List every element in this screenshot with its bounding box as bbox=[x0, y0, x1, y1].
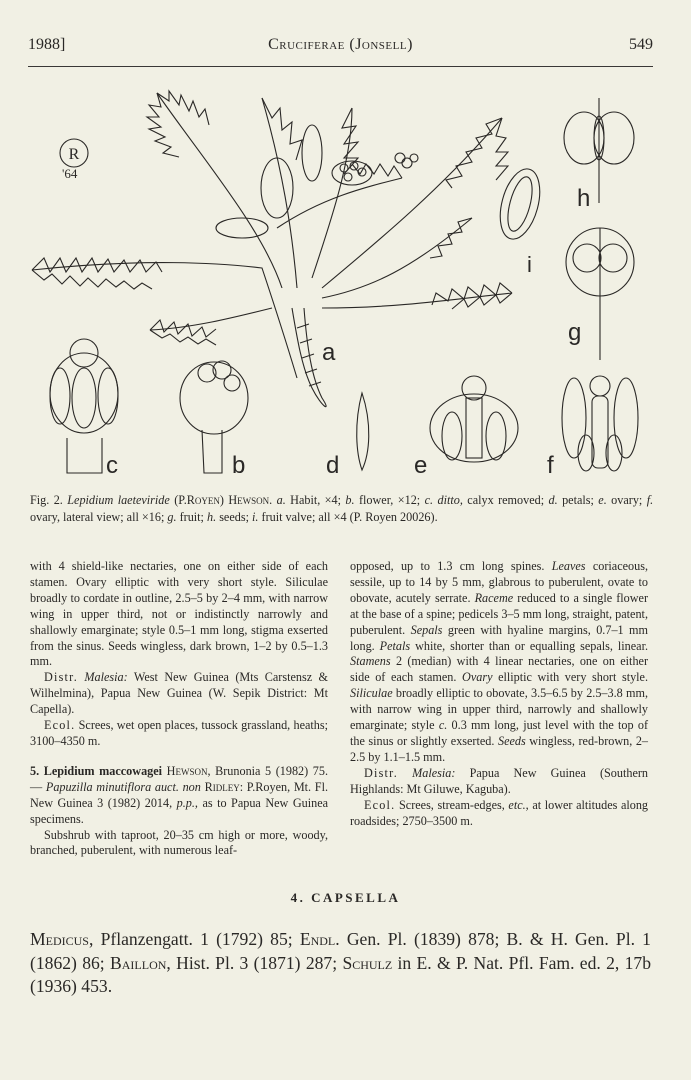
species5-citation: Brunonia 5 (1982) 75. — bbox=[30, 763, 329, 794]
habit-drawing bbox=[32, 91, 512, 407]
raceme-label: Raceme bbox=[474, 590, 514, 605]
caption-authority: (P.Royen) Hewson. bbox=[174, 493, 273, 507]
sepals-text: green with hyaline margins, 0.7–1 mm long. bbox=[350, 622, 649, 653]
caption-part-d: petals; bbox=[562, 493, 594, 507]
synonym-pp: p.p., bbox=[176, 795, 198, 810]
distr-text: West New Guinea (Mts Carstensz & Wilhelmina), Papua New Guinea (W. Sepik District: Mt Capella). bbox=[30, 670, 329, 717]
left-column bbox=[30, 559, 328, 859]
ecol-text: Screes, wet open places, tussock grassland, heaths; 3100–4350 m. bbox=[30, 718, 328, 748]
ref-author-3: Baillon, bbox=[110, 952, 171, 973]
siliculae-text: broadly elliptic to obovate, 3.5–6.5 by 2.5–3.8 mm, with narrow wing in upper third, narrowly and shallowly emarginate; style bbox=[350, 686, 649, 733]
ovary-drawing-e bbox=[430, 376, 518, 462]
label-g: g bbox=[568, 319, 582, 346]
petals-label: Petals bbox=[379, 638, 411, 653]
caption-fig-number: Fig. 2. bbox=[30, 493, 63, 507]
species5-number: 5. bbox=[30, 763, 40, 778]
species4-description: with 4 shield-like nectaries, one on either side of each stamen. Ovary elliptic with very short style. Siliculae broadly to cordate in outline, 2.5–5 by 2–4 mm, with narrow wing in upper third, not or indistinctly narrowly and shallowly emarginate; style 0.5–1 mm long, stigma exserted from the sinus. Seeds wingless, dark brown, 1–2 by 0.5–1.3 mm. bbox=[30, 559, 328, 669]
ref-text-1: Pflanzengatt. 1 (1792) 85; bbox=[100, 929, 293, 949]
species5-distribution bbox=[350, 766, 648, 798]
monogram-year: '64 bbox=[62, 166, 78, 181]
species4-ecology bbox=[30, 718, 328, 750]
monogram-letter: R bbox=[68, 146, 80, 163]
ovary-label: Ovary bbox=[462, 670, 493, 685]
raceme-text: reduced to a single flower at the base of a spine; pedicels 3–5 mm long, straight, patent, puberulent. bbox=[350, 590, 649, 637]
ref-author-1: Medicus, bbox=[30, 929, 94, 949]
label-c: c bbox=[106, 452, 118, 479]
artist-monogram bbox=[60, 139, 88, 181]
distr-label: Distr. bbox=[44, 670, 78, 685]
genus-references bbox=[30, 928, 651, 999]
running-header bbox=[28, 36, 653, 60]
label-b: b bbox=[232, 452, 246, 479]
caption-ditto: ditto, bbox=[437, 493, 463, 507]
stamens-text: 2 (median) with 4 linear nectaries, one on either side of each stamen. bbox=[350, 654, 649, 685]
ecol-text: Screes, stream-edges, bbox=[399, 797, 505, 812]
ovary-lateral-drawing-f bbox=[562, 376, 638, 471]
ref-author-4: Schulz bbox=[342, 952, 393, 973]
leaves-text: coriaceous, sessile, up to 14 by 5 mm, glabrous to puberulent, ovate to obovate, acutely serrate. bbox=[350, 559, 648, 605]
ecol-etc: etc., bbox=[508, 797, 529, 812]
sepals-label: Sepals bbox=[410, 622, 443, 637]
synonym-tail: as to Papua New Guinea specimens. bbox=[30, 795, 329, 826]
label-e: e bbox=[414, 452, 428, 479]
seeds-label: Seeds bbox=[497, 733, 526, 748]
label-i: i bbox=[527, 252, 532, 277]
caption-part-i: fruit valve; all ×4 (P. Royen 20026). bbox=[261, 510, 438, 524]
ecol-label: Ecol. bbox=[364, 797, 396, 812]
page-number: 549 bbox=[629, 36, 653, 53]
plate-drawing bbox=[22, 78, 652, 490]
figure-caption: Fig. 2. Lepidium laeteviride (P.Royen) Hewson. a. Habit, ×4; b. flower, ×12; c. ditto, calyx removed; d. petals; e. ovary; f. ovary, lateral view; all ×16; g. fruit; h. seeds; i. fruit valve; all ×4 (P. Royen 20026). bbox=[30, 493, 654, 524]
ref-text-3: Hist. Pl. 3 (1871) 287; bbox=[176, 952, 338, 973]
stamens-label: Stamens bbox=[350, 654, 391, 669]
header-title: Cruciferae (Jonsell) bbox=[268, 36, 413, 53]
ecol-tail: at lower altitudes along roadsides; 2750–3500 m. bbox=[350, 797, 649, 828]
leaves-label: Leaves bbox=[551, 559, 586, 573]
caption-part-f: ovary, lateral view; all ×16; bbox=[30, 510, 165, 524]
ovary-text: elliptic with very short style. bbox=[498, 670, 649, 685]
caption-part-c: calyx removed; bbox=[467, 493, 545, 507]
ref-text-4: in E. & P. Nat. Pfl. Fam. ed. 2, 17b (1936) 453. bbox=[30, 952, 652, 996]
caption-part-b: flower, ×12; bbox=[358, 493, 421, 507]
spines-text: opposed, up to 1.3 cm long spines. bbox=[350, 559, 545, 573]
species5-description bbox=[350, 559, 648, 766]
synonym-author: Ridley: bbox=[204, 779, 244, 794]
distr-text: Papua New Guinea (Southern Highlands: Mt Giluwe, Kaguba). bbox=[350, 765, 649, 796]
botanical-illustration bbox=[22, 78, 652, 490]
petal-drawing-d bbox=[357, 393, 369, 470]
synonym-citation: P.Royen, Mt. Fl. New Guinea 3 (1982) 2014, bbox=[30, 779, 329, 810]
species5-habit: Subshrub with taproot, 20–35 cm high or more, woody, branched, puberulent, with numerous leaf- bbox=[30, 827, 328, 858]
synonym-name: Papuzilla minutiflora auct. non bbox=[45, 779, 201, 794]
style-text: 0.3 mm long, just level with the top of the sinus or slightly exserted. bbox=[350, 718, 649, 748]
header-year: 1988] bbox=[28, 36, 66, 53]
caption-part-h: seeds; bbox=[219, 510, 249, 524]
species5-name: Lepidium maccowagei bbox=[43, 763, 163, 778]
species5-heading bbox=[30, 764, 328, 828]
species4-distribution bbox=[30, 670, 328, 718]
caption-species: Lepidium laeteviride bbox=[67, 493, 170, 507]
distr-region: Malesia: bbox=[412, 765, 456, 780]
distr-region: Malesia: bbox=[84, 670, 128, 685]
ref-text-2: Gen. Pl. (1839) 878; B. & H. Gen. Pl. 1 (1862) 86; bbox=[30, 929, 651, 973]
petals-text: white, shorter than or equalling sepals, linear. bbox=[415, 638, 649, 653]
right-column bbox=[350, 559, 648, 829]
siliculae-label: Siliculae bbox=[350, 686, 393, 701]
caption-part-a: Habit, ×4; bbox=[290, 493, 342, 507]
label-a: a bbox=[322, 339, 336, 366]
distr-label: Distr. bbox=[364, 765, 398, 780]
caption-part-e: ovary; bbox=[611, 493, 643, 507]
ref-author-2: Endl. bbox=[299, 929, 340, 949]
genus-heading: 4. CAPSELLA bbox=[290, 890, 401, 905]
circa-label: c. bbox=[438, 718, 448, 733]
species5-ecology bbox=[350, 798, 648, 830]
ecol-label: Ecol. bbox=[44, 718, 76, 733]
seeds-text: wingless, red-brown, 2–2.5 by 1.1–1.5 mm. bbox=[350, 733, 649, 764]
fruit-valve-drawing-i bbox=[493, 165, 546, 244]
seeds-drawing-h bbox=[564, 98, 634, 203]
species5-author: Hewson, bbox=[166, 763, 211, 778]
label-d: d bbox=[326, 452, 340, 479]
header-rule bbox=[28, 66, 653, 67]
label-f: f bbox=[547, 452, 554, 479]
label-h: h bbox=[577, 185, 591, 212]
caption-part-g: fruit; bbox=[179, 510, 204, 524]
